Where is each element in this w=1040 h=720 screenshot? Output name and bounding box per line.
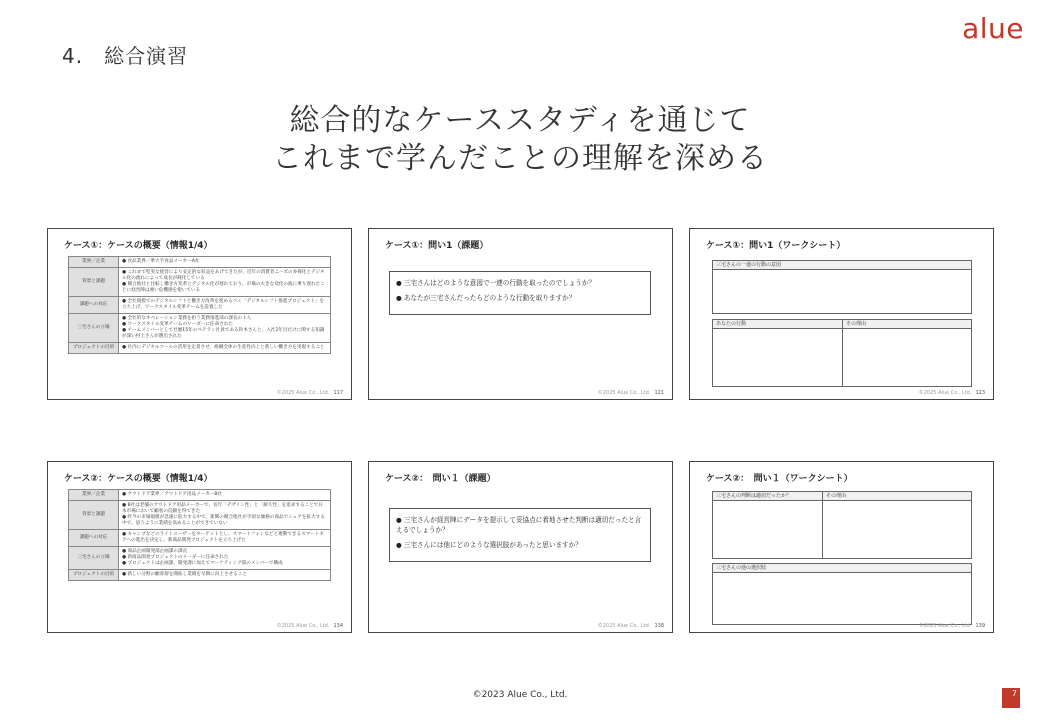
row-value: ● 全社的なオペレーション業務を担う業務推進部の課長の１人 ● ワークスタイル変革チームのリーダーに任命された ● チームメンバーとして社歴15年のベテラン社員である鈴木さんと、入社2年目だけに関する知識が深い村上さんが選出された bbox=[119, 314, 331, 343]
row-value: ● 社内にデジタルツールの活用を定着させ、組織全体の生産性向上と新しい働き方を実現すること bbox=[119, 343, 331, 354]
table-row bbox=[69, 547, 331, 570]
slide-footer: ©2025 Alue Co., Ltd. 121 bbox=[597, 390, 664, 396]
slide-footer: ©2025 Alue Co., Ltd. 134 bbox=[276, 623, 343, 629]
worksheet-label: 三宅さんの一連の行動の意図 bbox=[713, 261, 971, 270]
copyright: ©2023 Alue Co., Ltd. bbox=[472, 690, 568, 700]
table-row bbox=[69, 530, 331, 547]
worksheet-label: 三宅さんの他の選択肢 bbox=[713, 564, 971, 573]
worksheet-box bbox=[712, 260, 972, 314]
section-title: 4. 総合演習 bbox=[62, 44, 189, 68]
table-row bbox=[69, 268, 331, 297]
slide-footer: ©2025 Alue Co., Ltd. 139 bbox=[918, 623, 985, 629]
table-row bbox=[69, 343, 331, 354]
question-item: ● あなたが三宅さんだったらどのような行動を取りますか？ bbox=[396, 294, 576, 302]
headline-line-1: 総合的なケーススタディを通じて bbox=[289, 103, 751, 138]
worksheet-label: あなたの行動 bbox=[713, 320, 842, 329]
question-box bbox=[389, 508, 651, 562]
table-row bbox=[69, 490, 331, 501]
row-key: 業界／企業 bbox=[69, 257, 119, 268]
page-number: 7 bbox=[1002, 688, 1020, 708]
slide-footer: ©2025 Alue Co., Ltd. 138 bbox=[597, 623, 664, 629]
row-key: 背景と課題 bbox=[69, 501, 119, 530]
slide-thumbnail-134[interactable] bbox=[47, 461, 352, 633]
question-item: ● 三宅さんはどのような意図で一連の行動を取ったのでしょうか？ bbox=[396, 279, 596, 287]
slide-thumbnail-121[interactable] bbox=[368, 228, 673, 400]
row-key: 三宅さんの立場 bbox=[69, 314, 119, 343]
question-box bbox=[389, 271, 651, 315]
headline-line-2: これまで学んだことの理解を深める bbox=[272, 141, 768, 176]
row-key: プロジェクトの目的 bbox=[69, 343, 119, 354]
row-key: 課題への対応 bbox=[69, 297, 119, 314]
slide-thumbnail-123[interactable] bbox=[689, 228, 994, 400]
slide-footer: ©2025 Alue Co., Ltd. 117 bbox=[276, 390, 343, 396]
slide-title: ケース②： 問い１（課題） bbox=[385, 474, 496, 484]
page-corner-decoration bbox=[1018, 696, 1040, 720]
worksheet-label: その理由 bbox=[823, 492, 971, 501]
slide-title: ケース②： 問い１（ワークシート） bbox=[706, 474, 853, 484]
slide-thumbnail-138[interactable] bbox=[368, 461, 673, 633]
table-row bbox=[69, 501, 331, 530]
headline bbox=[0, 102, 1040, 178]
case-overview-table bbox=[68, 489, 331, 581]
row-value: ● 全社規模でのデジタルシフトと働き方改革を進めるべく「デジタルシフト推進プロジェクト」を立ち上げ、ワークスタイル変革チームを設置した bbox=[119, 297, 331, 314]
worksheet-box bbox=[712, 491, 823, 559]
row-value: ● アウトドア業界／アウトドア用品メーカーB社 bbox=[119, 490, 331, 501]
row-value: ● B社は老舗のアウトドア用品メーカーで、長年「デザイン性」と「耐久性」を追求することで日本市場において顧客の信頼を得てきた ● 昨今の市場規模が急速に拡大する中で、新興の競合他社が手頃な価格の商品でシェアを拡大する中で、思うように業績を高めることができていない bbox=[119, 501, 331, 530]
table-row bbox=[69, 297, 331, 314]
worksheet-box bbox=[712, 319, 843, 387]
worksheet-label: その理由 bbox=[843, 320, 971, 329]
case-overview-table bbox=[68, 256, 331, 354]
table-row bbox=[69, 314, 331, 343]
worksheet-label: 三宅さんの判断は適切だったか？ bbox=[713, 492, 822, 501]
table-row bbox=[69, 570, 331, 581]
slide-footer: ©2025 Alue Co., Ltd. 123 bbox=[918, 390, 985, 396]
question-item: ● 三宅さんが経営陣にデータを提示して妥協点に着地させた判断は適切だったと言えるでしょうか？ bbox=[396, 516, 642, 534]
slide-title: ケース②：ケースの概要（情報1/4） bbox=[64, 474, 213, 484]
slide-title: ケース①：問い1（ワークシート） bbox=[706, 241, 846, 251]
row-key: 背景と課題 bbox=[69, 268, 119, 297]
row-value: ● 商品企画開発部企画課の課長 ● 新商品開発プロジェクトのリーダーに任命された ● プロジェクトは企画課、開発課に加えてマーケティング部のメンバーで構成 bbox=[119, 547, 331, 570]
slide-title: ケース①：問い1（課題） bbox=[385, 241, 489, 251]
table-row bbox=[69, 257, 331, 268]
row-value: ● これまで堅実な経営により安定的な収益をあげてきたが、近年の消費者ニーズの多様化とデジタル化の流れによって成長が鈍化している ● 競合他社と比較し働き方変革とデジタル化が遅れており、市場の大きな変化の波に乗り遅れたことに経営陣は強い危機感を抱いている bbox=[119, 268, 331, 297]
worksheet-box bbox=[822, 491, 972, 559]
slide-thumbnail-117[interactable] bbox=[47, 228, 352, 400]
row-key: プロジェクトの目的 bbox=[69, 570, 119, 581]
row-key: 業界／企業 bbox=[69, 490, 119, 501]
row-value: ● 新しい分野の顧客層を開拓し業績を早期に向上させること bbox=[119, 570, 331, 581]
slide-thumbnail-139[interactable] bbox=[689, 461, 994, 633]
question-item: ● 三宅さんには他にどのような選択肢があったと思いますか？ bbox=[396, 541, 582, 549]
row-value: ● 食品業界／準大手食品メーカーA社 bbox=[119, 257, 331, 268]
row-key: 三宅さんの立場 bbox=[69, 547, 119, 570]
slide-title: ケース①：ケースの概要（情報1/4） bbox=[64, 241, 213, 251]
brand-logo: alue bbox=[962, 12, 1024, 45]
worksheet-box bbox=[712, 563, 972, 625]
worksheet-box bbox=[842, 319, 972, 387]
row-value: ● キャンプなどのライトユーザーをターゲットとし、スマートフォンなどと連動できるスマートギアへの進出を決定し、新商品開発プロジェクトを立ち上げた bbox=[119, 530, 331, 547]
row-key: 課題への対応 bbox=[69, 530, 119, 547]
